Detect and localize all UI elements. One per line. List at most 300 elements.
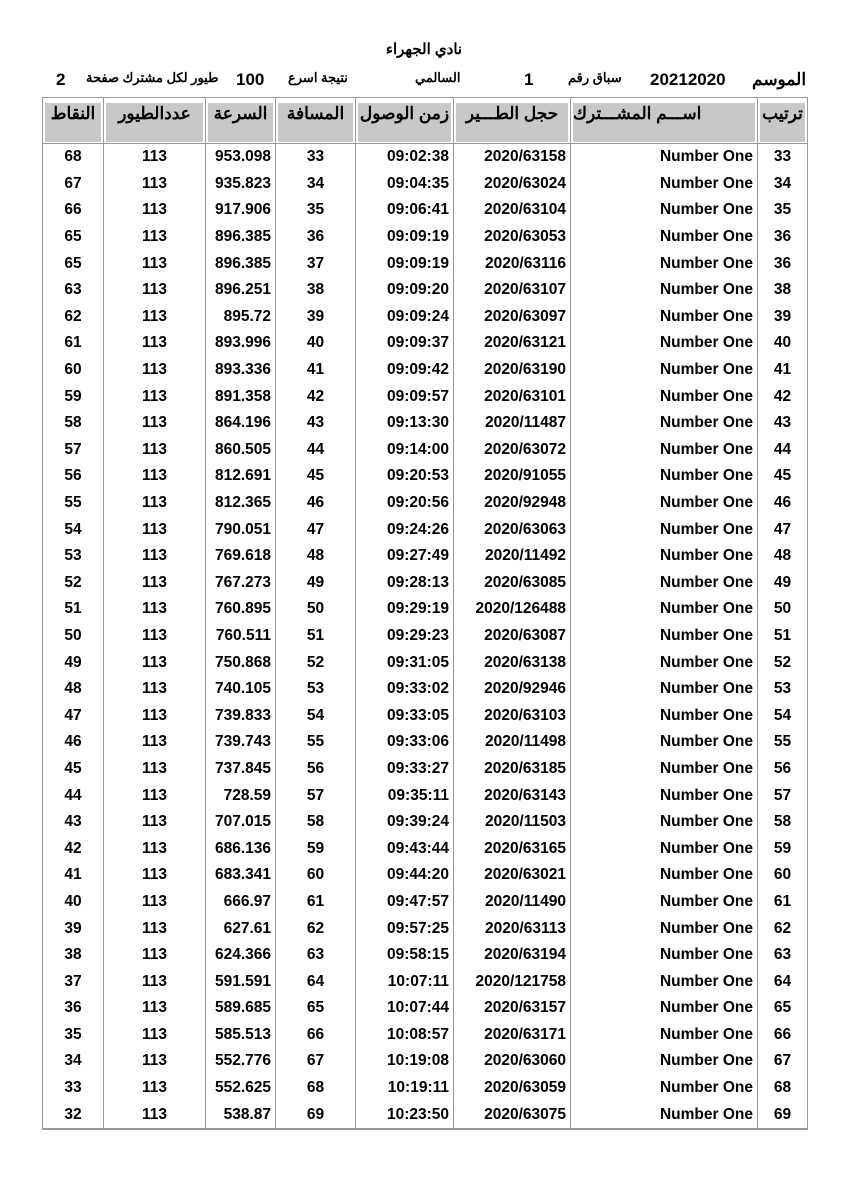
distance-cell: 64 — [276, 968, 356, 995]
table-row — [43, 1075, 808, 1102]
table-row — [43, 250, 808, 277]
participant-name-cell: Number One — [571, 623, 758, 650]
header-rank: ترتيب — [758, 98, 808, 144]
speed-cell: 760.511 — [206, 623, 276, 650]
birds-cell: 113 — [104, 437, 206, 464]
arrival-time-cell: 09:09:19 — [356, 224, 454, 251]
points-cell: 43 — [43, 809, 104, 836]
points-cell: 37 — [43, 968, 104, 995]
ring-number-cell: 2020/11490 — [454, 889, 571, 916]
arrival-time-cell: 09:33:05 — [356, 702, 454, 729]
distance-cell: 47 — [276, 516, 356, 543]
distance-cell: 39 — [276, 304, 356, 331]
speed-cell: 740.105 — [206, 676, 276, 703]
participant-name-cell: Number One — [571, 516, 758, 543]
arrival-time-cell: 09:02:38 — [356, 144, 454, 171]
arrival-time-cell: 09:33:27 — [356, 756, 454, 783]
birds-cell: 113 — [104, 490, 206, 517]
speed-cell: 896.385 — [206, 250, 276, 277]
participant-name-cell: Number One — [571, 702, 758, 729]
arrival-time-cell: 09:27:49 — [356, 543, 454, 570]
birds-cell: 113 — [104, 649, 206, 676]
arrival-time-cell: 10:07:11 — [356, 968, 454, 995]
fastest-value: 100 — [236, 70, 265, 89]
birds-cell: 113 — [104, 250, 206, 277]
table-row — [43, 915, 808, 942]
table-row — [43, 702, 808, 729]
birds-cell: 113 — [104, 570, 206, 597]
ring-number-cell: 2020/63171 — [454, 1022, 571, 1049]
distance-cell: 33 — [276, 144, 356, 171]
distance-cell: 49 — [276, 570, 356, 597]
speed-cell: 767.273 — [206, 570, 276, 597]
ring-number-cell: 2020/11503 — [454, 809, 571, 836]
rank-cell: 40 — [758, 330, 808, 357]
ring-number-cell: 2020/63087 — [454, 623, 571, 650]
fastest-label: نتيجة اسرع — [288, 70, 348, 85]
birds-cell: 113 — [104, 463, 206, 490]
table-row — [43, 543, 808, 570]
rank-cell: 57 — [758, 782, 808, 809]
birds-cell: 113 — [104, 623, 206, 650]
ring-number-cell: 2020/63121 — [454, 330, 571, 357]
participant-name-cell: Number One — [571, 809, 758, 836]
ring-number-cell: 2020/63116 — [454, 250, 571, 277]
points-cell: 33 — [43, 1075, 104, 1102]
ring-number-cell: 2020/63024 — [454, 171, 571, 198]
rank-cell: 65 — [758, 995, 808, 1022]
speed-cell: 953.098 — [206, 144, 276, 171]
table-row — [43, 357, 808, 384]
distance-cell: 35 — [276, 197, 356, 224]
rank-cell: 49 — [758, 570, 808, 597]
rank-cell: 55 — [758, 729, 808, 756]
rank-cell: 63 — [758, 942, 808, 969]
speed-cell: 891.358 — [206, 383, 276, 410]
participant-name-cell: Number One — [571, 197, 758, 224]
ring-number-cell: 2020/63157 — [454, 995, 571, 1022]
distance-cell: 60 — [276, 862, 356, 889]
participant-name-cell: Number One — [571, 277, 758, 304]
participant-name-cell: Number One — [571, 995, 758, 1022]
distance-cell: 53 — [276, 676, 356, 703]
table-row — [43, 596, 808, 623]
arrival-time-cell: 09:39:24 — [356, 809, 454, 836]
birds-cell: 113 — [104, 277, 206, 304]
distance-cell: 67 — [276, 1048, 356, 1075]
header-birds: عددالطيور — [104, 98, 206, 144]
season-label: الموسم — [752, 70, 807, 89]
ring-number-cell: 2020/63143 — [454, 782, 571, 809]
ring-number-cell: 2020/63021 — [454, 862, 571, 889]
ring-number-cell: 2020/11492 — [454, 543, 571, 570]
birds-cell: 113 — [104, 304, 206, 331]
participant-name-cell: Number One — [571, 1101, 758, 1129]
points-cell: 55 — [43, 490, 104, 517]
birds-cell: 113 — [104, 1048, 206, 1075]
ring-number-cell: 2020/121758 — [454, 968, 571, 995]
points-cell: 59 — [43, 383, 104, 410]
rank-cell: 48 — [758, 543, 808, 570]
participant-name-cell: Number One — [571, 171, 758, 198]
points-cell: 45 — [43, 756, 104, 783]
points-cell: 40 — [43, 889, 104, 916]
distance-cell: 46 — [276, 490, 356, 517]
results-table — [42, 97, 808, 1130]
ring-number-cell: 2020/91055 — [454, 463, 571, 490]
participant-name-cell: Number One — [571, 144, 758, 171]
arrival-time-cell: 09:09:57 — [356, 383, 454, 410]
points-cell: 39 — [43, 915, 104, 942]
rank-cell: 60 — [758, 862, 808, 889]
rank-cell: 39 — [758, 304, 808, 331]
distance-cell: 56 — [276, 756, 356, 783]
speed-cell: 812.691 — [206, 463, 276, 490]
arrival-time-cell: 10:23:50 — [356, 1101, 454, 1129]
participant-name-cell: Number One — [571, 570, 758, 597]
rank-cell: 69 — [758, 1101, 808, 1129]
table-row — [43, 490, 808, 517]
table-row — [43, 171, 808, 198]
distance-cell: 68 — [276, 1075, 356, 1102]
participant-name-cell: Number One — [571, 543, 758, 570]
points-cell: 35 — [43, 1022, 104, 1049]
rank-cell: 56 — [758, 756, 808, 783]
speed-cell: 895.72 — [206, 304, 276, 331]
distance-cell: 50 — [276, 596, 356, 623]
speed-cell: 769.618 — [206, 543, 276, 570]
distance-cell: 44 — [276, 437, 356, 464]
speed-cell: 893.996 — [206, 330, 276, 357]
rank-cell: 36 — [758, 224, 808, 251]
participant-name-cell: Number One — [571, 1048, 758, 1075]
arrival-time-cell: 09:24:26 — [356, 516, 454, 543]
distance-cell: 45 — [276, 463, 356, 490]
birds-cell: 113 — [104, 171, 206, 198]
table-row — [43, 862, 808, 889]
points-cell: 34 — [43, 1048, 104, 1075]
header-ring: حجل الطـــير — [454, 98, 571, 144]
ring-number-cell: 2020/63190 — [454, 357, 571, 384]
points-cell: 38 — [43, 942, 104, 969]
table-row — [43, 649, 808, 676]
birds-cell: 113 — [104, 144, 206, 171]
speed-cell: 790.051 — [206, 516, 276, 543]
participant-name-cell: Number One — [571, 596, 758, 623]
race-label: سباق رقم — [568, 70, 622, 85]
distance-cell: 43 — [276, 410, 356, 437]
birds-cell: 113 — [104, 1101, 206, 1129]
arrival-time-cell: 09:09:20 — [356, 277, 454, 304]
speed-cell: 896.251 — [206, 277, 276, 304]
points-cell: 65 — [43, 250, 104, 277]
table-row — [43, 570, 808, 597]
ring-number-cell: 2020/63165 — [454, 835, 571, 862]
table-row — [43, 144, 808, 171]
participant-name-cell: Number One — [571, 942, 758, 969]
birds-cell: 113 — [104, 782, 206, 809]
speed-cell: 893.336 — [206, 357, 276, 384]
speed-cell: 683.341 — [206, 862, 276, 889]
ring-number-cell: 2020/63185 — [454, 756, 571, 783]
points-cell: 62 — [43, 304, 104, 331]
points-cell: 49 — [43, 649, 104, 676]
rank-cell: 67 — [758, 1048, 808, 1075]
rank-cell: 44 — [758, 437, 808, 464]
points-cell: 68 — [43, 144, 104, 171]
header-speed: السرعة — [206, 98, 276, 144]
arrival-time-cell: 09:20:53 — [356, 463, 454, 490]
points-cell: 63 — [43, 277, 104, 304]
table-row — [43, 889, 808, 916]
ring-number-cell: 2020/92948 — [454, 490, 571, 517]
participant-name-cell: Number One — [571, 729, 758, 756]
birds-cell: 113 — [104, 224, 206, 251]
participant-name-cell: Number One — [571, 889, 758, 916]
distance-cell: 52 — [276, 649, 356, 676]
speed-cell: 627.61 — [206, 915, 276, 942]
arrival-time-cell: 09:09:19 — [356, 250, 454, 277]
distance-cell: 65 — [276, 995, 356, 1022]
table-row — [43, 410, 808, 437]
header-name: اســـم المشـــترك — [571, 98, 758, 144]
table-row — [43, 1022, 808, 1049]
distance-cell: 37 — [276, 250, 356, 277]
birds-cell: 113 — [104, 995, 206, 1022]
distance-cell: 57 — [276, 782, 356, 809]
distance-cell: 59 — [276, 835, 356, 862]
birds-cell: 113 — [104, 197, 206, 224]
table-row — [43, 835, 808, 862]
season-value: 20212020 — [650, 70, 726, 89]
ring-number-cell: 2020/63072 — [454, 437, 571, 464]
birds-cell: 113 — [104, 835, 206, 862]
table-header-row — [43, 98, 808, 144]
ring-number-cell: 2020/11487 — [454, 410, 571, 437]
distance-cell: 34 — [276, 171, 356, 198]
birds-cell: 113 — [104, 543, 206, 570]
rank-cell: 53 — [758, 676, 808, 703]
distance-cell: 38 — [276, 277, 356, 304]
arrival-time-cell: 09:29:23 — [356, 623, 454, 650]
table-row — [43, 516, 808, 543]
table-row — [43, 330, 808, 357]
ring-number-cell: 2020/63085 — [454, 570, 571, 597]
arrival-time-cell: 10:08:57 — [356, 1022, 454, 1049]
table-row — [43, 304, 808, 331]
birds-cell: 113 — [104, 809, 206, 836]
points-cell: 50 — [43, 623, 104, 650]
speed-cell: 666.97 — [206, 889, 276, 916]
ring-number-cell: 2020/63060 — [454, 1048, 571, 1075]
points-cell: 47 — [43, 702, 104, 729]
arrival-time-cell: 09:09:42 — [356, 357, 454, 384]
speed-cell: 760.895 — [206, 596, 276, 623]
speed-cell: 538.87 — [206, 1101, 276, 1129]
speed-cell: 935.823 — [206, 171, 276, 198]
birds-cell: 113 — [104, 596, 206, 623]
birds-cell: 113 — [104, 729, 206, 756]
speed-cell: 739.743 — [206, 729, 276, 756]
participant-name-cell: Number One — [571, 330, 758, 357]
points-cell: 36 — [43, 995, 104, 1022]
distance-cell: 58 — [276, 809, 356, 836]
table-row — [43, 942, 808, 969]
speed-cell: 624.366 — [206, 942, 276, 969]
birds-cell: 113 — [104, 330, 206, 357]
distance-cell: 42 — [276, 383, 356, 410]
speed-cell: 591.591 — [206, 968, 276, 995]
speed-cell: 552.625 — [206, 1075, 276, 1102]
club-title: نادي الجهراء — [385, 41, 463, 58]
points-cell: 53 — [43, 543, 104, 570]
points-cell: 41 — [43, 862, 104, 889]
speed-cell: 737.845 — [206, 756, 276, 783]
table-row — [43, 197, 808, 224]
birds-cell: 113 — [104, 383, 206, 410]
table-row — [43, 968, 808, 995]
race-number: 1 — [524, 70, 534, 89]
table-row — [43, 676, 808, 703]
arrival-time-cell: 09:43:44 — [356, 835, 454, 862]
distance-cell: 62 — [276, 915, 356, 942]
points-cell: 60 — [43, 357, 104, 384]
distance-cell: 54 — [276, 702, 356, 729]
arrival-time-cell: 09:29:19 — [356, 596, 454, 623]
arrival-time-cell: 09:28:13 — [356, 570, 454, 597]
ring-number-cell: 2020/63075 — [454, 1101, 571, 1129]
arrival-time-cell: 09:33:02 — [356, 676, 454, 703]
points-cell: 58 — [43, 410, 104, 437]
table-row — [43, 995, 808, 1022]
distance-cell: 36 — [276, 224, 356, 251]
speed-cell: 864.196 — [206, 410, 276, 437]
table-row — [43, 437, 808, 464]
header-points: النقاط — [43, 98, 104, 144]
ring-number-cell: 2020/63194 — [454, 942, 571, 969]
speed-cell: 589.685 — [206, 995, 276, 1022]
rank-cell: 43 — [758, 410, 808, 437]
points-cell: 67 — [43, 171, 104, 198]
participant-name-cell: Number One — [571, 410, 758, 437]
birds-cell: 113 — [104, 915, 206, 942]
birds-cell: 113 — [104, 410, 206, 437]
ring-number-cell: 2020/63059 — [454, 1075, 571, 1102]
points-cell: 61 — [43, 330, 104, 357]
ring-number-cell: 2020/63103 — [454, 702, 571, 729]
per-page-value: 2 — [56, 70, 66, 89]
participant-name-cell: Number One — [571, 835, 758, 862]
rank-cell: 61 — [758, 889, 808, 916]
birds-cell: 113 — [104, 357, 206, 384]
points-cell: 65 — [43, 224, 104, 251]
birds-cell: 113 — [104, 968, 206, 995]
arrival-time-cell: 09:13:30 — [356, 410, 454, 437]
rank-cell: 54 — [758, 702, 808, 729]
arrival-time-cell: 09:09:37 — [356, 330, 454, 357]
arrival-time-cell: 09:35:11 — [356, 782, 454, 809]
speed-cell: 860.505 — [206, 437, 276, 464]
arrival-time-cell: 09:33:06 — [356, 729, 454, 756]
points-cell: 54 — [43, 516, 104, 543]
speed-cell: 896.385 — [206, 224, 276, 251]
points-cell: 56 — [43, 463, 104, 490]
distance-cell: 41 — [276, 357, 356, 384]
arrival-time-cell: 09:09:24 — [356, 304, 454, 331]
points-cell: 32 — [43, 1101, 104, 1129]
participant-name-cell: Number One — [571, 915, 758, 942]
ring-number-cell: 2020/63063 — [454, 516, 571, 543]
rank-cell: 68 — [758, 1075, 808, 1102]
rank-cell: 58 — [758, 809, 808, 836]
table-row — [43, 383, 808, 410]
participant-name-cell: Number One — [571, 250, 758, 277]
points-cell: 66 — [43, 197, 104, 224]
table-row — [43, 1101, 808, 1129]
birds-cell: 113 — [104, 1022, 206, 1049]
rank-cell: 66 — [758, 1022, 808, 1049]
header-distance: المسافة — [276, 98, 356, 144]
ring-number-cell: 2020/63104 — [454, 197, 571, 224]
ring-number-cell: 2020/63101 — [454, 383, 571, 410]
arrival-time-cell: 09:06:41 — [356, 197, 454, 224]
participant-name-cell: Number One — [571, 782, 758, 809]
participant-name-cell: Number One — [571, 1022, 758, 1049]
birds-cell: 113 — [104, 889, 206, 916]
participant-name-cell: Number One — [571, 437, 758, 464]
arrival-time-cell: 09:57:25 — [356, 915, 454, 942]
distance-cell: 69 — [276, 1101, 356, 1129]
ring-number-cell: 2020/63158 — [454, 144, 571, 171]
rank-cell: 64 — [758, 968, 808, 995]
table-row — [43, 729, 808, 756]
per-page-label: طيور لكل مشترك صفحة — [86, 70, 219, 85]
points-cell: 51 — [43, 596, 104, 623]
rank-cell: 59 — [758, 835, 808, 862]
birds-cell: 113 — [104, 676, 206, 703]
participant-name-cell: Number One — [571, 463, 758, 490]
rank-cell: 34 — [758, 171, 808, 198]
rank-cell: 45 — [758, 463, 808, 490]
participant-name-cell: Number One — [571, 676, 758, 703]
points-cell: 57 — [43, 437, 104, 464]
ring-number-cell: 2020/63113 — [454, 915, 571, 942]
participant-name-cell: Number One — [571, 756, 758, 783]
participant-name-cell: Number One — [571, 224, 758, 251]
ring-number-cell: 2020/63097 — [454, 304, 571, 331]
birds-cell: 113 — [104, 1075, 206, 1102]
race-location: السالمي — [415, 70, 461, 85]
ring-number-cell: 2020/92946 — [454, 676, 571, 703]
rank-cell: 52 — [758, 649, 808, 676]
birds-cell: 113 — [104, 756, 206, 783]
table-row — [43, 1048, 808, 1075]
birds-cell: 113 — [104, 862, 206, 889]
arrival-time-cell: 09:14:00 — [356, 437, 454, 464]
table-row — [43, 224, 808, 251]
points-cell: 44 — [43, 782, 104, 809]
header-arrival: زمن الوصول — [356, 98, 454, 144]
table-row — [43, 623, 808, 650]
speed-cell: 707.015 — [206, 809, 276, 836]
arrival-time-cell: 10:19:08 — [356, 1048, 454, 1075]
arrival-time-cell: 10:07:44 — [356, 995, 454, 1022]
ring-number-cell: 2020/11498 — [454, 729, 571, 756]
rank-cell: 38 — [758, 277, 808, 304]
table-row — [43, 463, 808, 490]
rank-cell: 41 — [758, 357, 808, 384]
distance-cell: 51 — [276, 623, 356, 650]
